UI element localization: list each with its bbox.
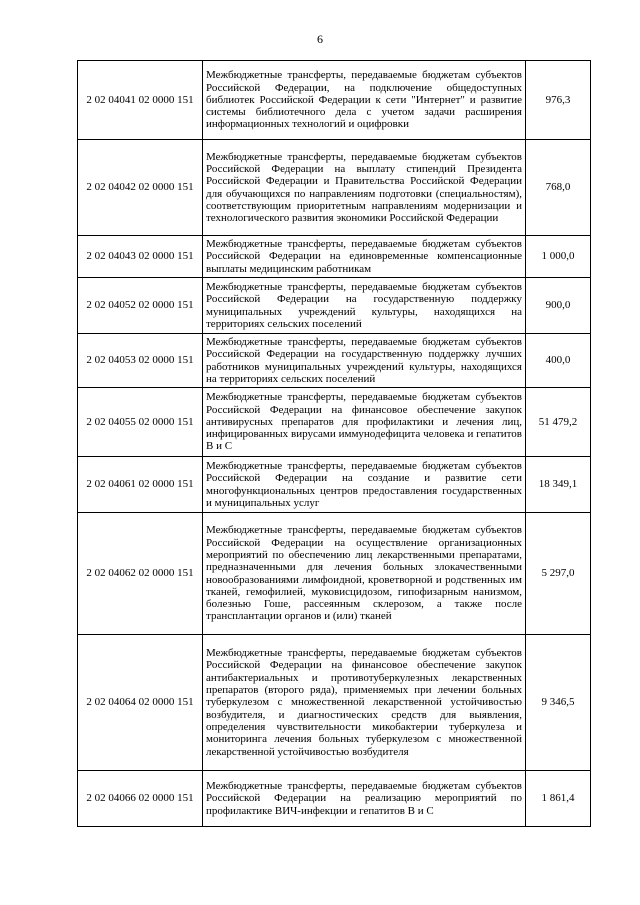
table-row (78, 388, 591, 457)
budget-classification-code: 2 02 04064 02 0000 151 (78, 635, 203, 771)
table-row (78, 236, 591, 278)
row-description: Межбюджетные трансферты, передаваемые бюджетам субъектов Российской Федерации на реализацию мероприятий по профилактике ВИЧ-инфекции и гепатитов B и C (203, 771, 526, 827)
row-amount: 18 349,1 (526, 457, 591, 513)
budget-table (77, 60, 591, 827)
table-row (78, 635, 591, 771)
budget-classification-code: 2 02 04062 02 0000 151 (78, 513, 203, 635)
budget-classification-code: 2 02 04061 02 0000 151 (78, 457, 203, 513)
budget-classification-code: 2 02 04043 02 0000 151 (78, 236, 203, 278)
row-description: Межбюджетные трансферты, передаваемые бюджетам субъектов Российской Федерации на финансовое обеспечение закупок антивирусных препаратов для профилактики и лечения лиц, инфицированных вирусами иммунодефицита человека и гепатитов B и C (203, 388, 526, 457)
table-row (78, 278, 591, 334)
budget-classification-code: 2 02 04066 02 0000 151 (78, 771, 203, 827)
table-row (78, 334, 591, 388)
row-amount: 768,0 (526, 140, 591, 236)
row-amount: 9 346,5 (526, 635, 591, 771)
table-row (78, 61, 591, 140)
row-amount: 900,0 (526, 278, 591, 334)
row-amount: 1 000,0 (526, 236, 591, 278)
page-number: 6 (317, 32, 323, 46)
row-description: Межбюджетные трансферты, передаваемые бюджетам субъектов Российской Федерации на финансовое обеспечение закупок антибактериальных и противотуберкулезных лекарственных препаратов (второго ряда), применяемых при лечении больных туберкулезом с множественной лекарственной устойчивостью возбудителя, и диагностических средств для выявления, определения чувствительности микобактерии туберкулеза и мониторинга лечения больных туберкулезом с множественной лекарственной устойчивостью возбудителя (203, 635, 526, 771)
row-amount: 51 479,2 (526, 388, 591, 457)
row-amount: 1 861,4 (526, 771, 591, 827)
table-row (78, 771, 591, 827)
table-row (78, 140, 591, 236)
row-description: Межбюджетные трансферты, передаваемые бюджетам субъектов Российской Федерации на выплату стипендий Президента Российской Федерации и Правительства Российской Федерации для обучающихся по направлениям подготовки (специальностям), соответствующим приоритетным направлениям модернизации и технологического развития экономики Российской Федерации (203, 140, 526, 236)
budget-classification-code: 2 02 04053 02 0000 151 (78, 334, 203, 388)
table-row (78, 457, 591, 513)
row-description: Межбюджетные трансферты, передаваемые бюджетам субъектов Российской Федерации на государственную поддержку муниципальных учреждений культуры, находящихся на территориях сельских поселений (203, 278, 526, 334)
row-description: Межбюджетные трансферты, передаваемые бюджетам субъектов Российской Федерации, на подключение общедоступных библиотек Российской Федерации к сети "Интернет" и развитие системы библиотечного дела с учетом задачи расширения информационных технологий и оцифровки (203, 61, 526, 140)
budget-classification-code: 2 02 04041 02 0000 151 (78, 61, 203, 140)
budget-classification-code: 2 02 04055 02 0000 151 (78, 388, 203, 457)
row-description: Межбюджетные трансферты, передаваемые бюджетам субъектов Российской Федерации на осуществление организационных мероприятий по обеспечению лиц лекарственными препаратами, предназначенными для лечения больных злокачественными новообразованиями лимфоидной, кроветворной и родственных им тканей, гемофилией, муковисцидозом, гипофизарным нанизмом, болезнью Гоше, рассеянным склерозом, а также после трансплантации органов и (или) тканей (203, 513, 526, 635)
row-amount: 400,0 (526, 334, 591, 388)
table-row (78, 513, 591, 635)
row-description: Межбюджетные трансферты, передаваемые бюджетам субъектов Российской Федерации на единовременные компенсационные выплаты медицинским работникам (203, 236, 526, 278)
budget-classification-code: 2 02 04042 02 0000 151 (78, 140, 203, 236)
row-amount: 5 297,0 (526, 513, 591, 635)
budget-classification-code: 2 02 04052 02 0000 151 (78, 278, 203, 334)
row-description: Межбюджетные трансферты, передаваемые бюджетам субъектов Российской Федерации на государственную поддержку лучших работников муниципальных учреждений культуры, находящихся на территориях сельских поселений (203, 334, 526, 388)
row-amount: 976,3 (526, 61, 591, 140)
row-description: Межбюджетные трансферты, передаваемые бюджетам субъектов Российской Федерации на создание и развитие сети многофункциональных центров предоставления государственных и муниципальных услуг (203, 457, 526, 513)
